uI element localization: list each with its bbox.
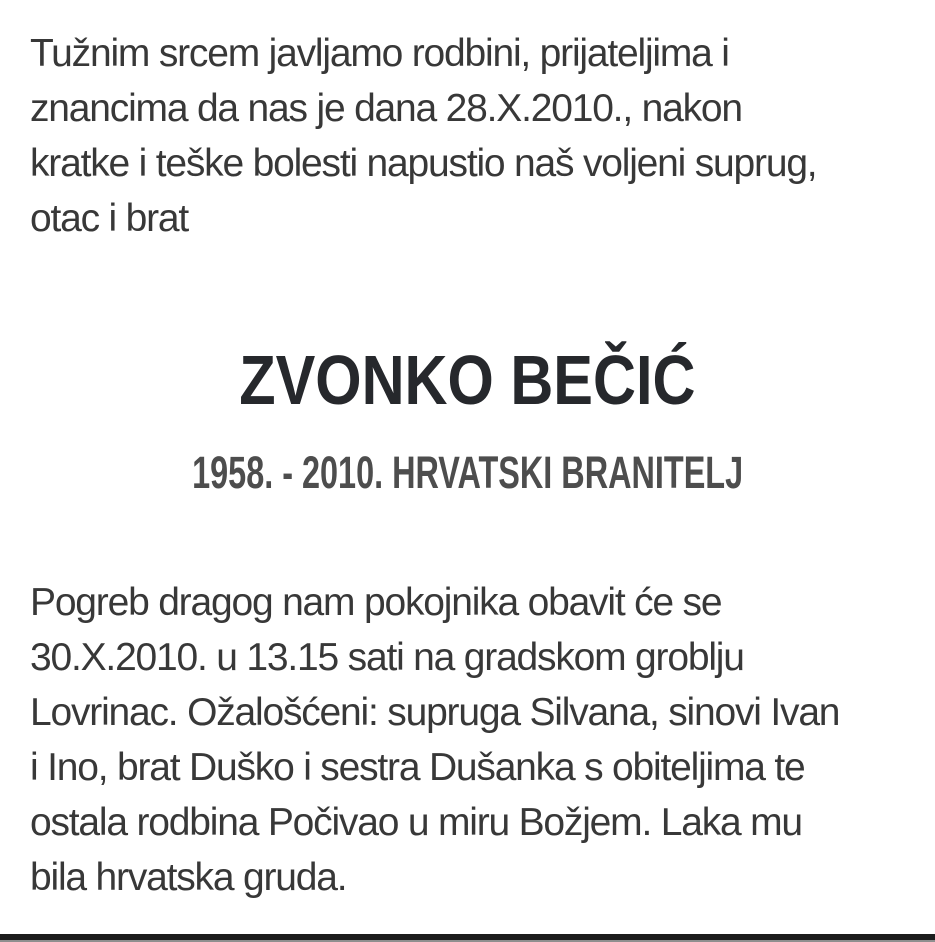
details-line: Pogreb dragog nam pokojnika obavit će se [30, 581, 722, 624]
details-line: 30.X.2010. u 13.15 sati na gradskom groblju [30, 636, 744, 679]
years-and-title-subtitle [0, 447, 935, 498]
years-and-title-text: 1958. - 2010. HRVATSKI BRANITELJ [192, 447, 743, 498]
details-line: ostala rodbina Počivao u miru Božjem. Laka mu [30, 801, 802, 844]
intro-line: kratke i teške bolesti napustio naš voljeni suprug, [30, 142, 817, 185]
details-line: Lovrinac. Ožalošćeni: supruga Silvana, sinovi Ivan [30, 691, 840, 734]
deceased-name-text: ZVONKO BEČIĆ [239, 341, 696, 419]
details-line: bila hrvatska gruda. [30, 856, 347, 899]
funeral-details-paragraph [30, 575, 935, 905]
intro-paragraph [30, 26, 935, 246]
intro-line: otac i brat [30, 197, 189, 240]
intro-line: Tužnim srcem javljamo rodbini, prijateljima i [30, 32, 729, 75]
details-line: i Ino, brat Duško i sestra Dušanka s obiteljima te [30, 746, 805, 789]
deceased-name-heading [0, 341, 935, 419]
intro-line: znancima da nas je dana 28.X.2010., nakon [30, 87, 742, 130]
